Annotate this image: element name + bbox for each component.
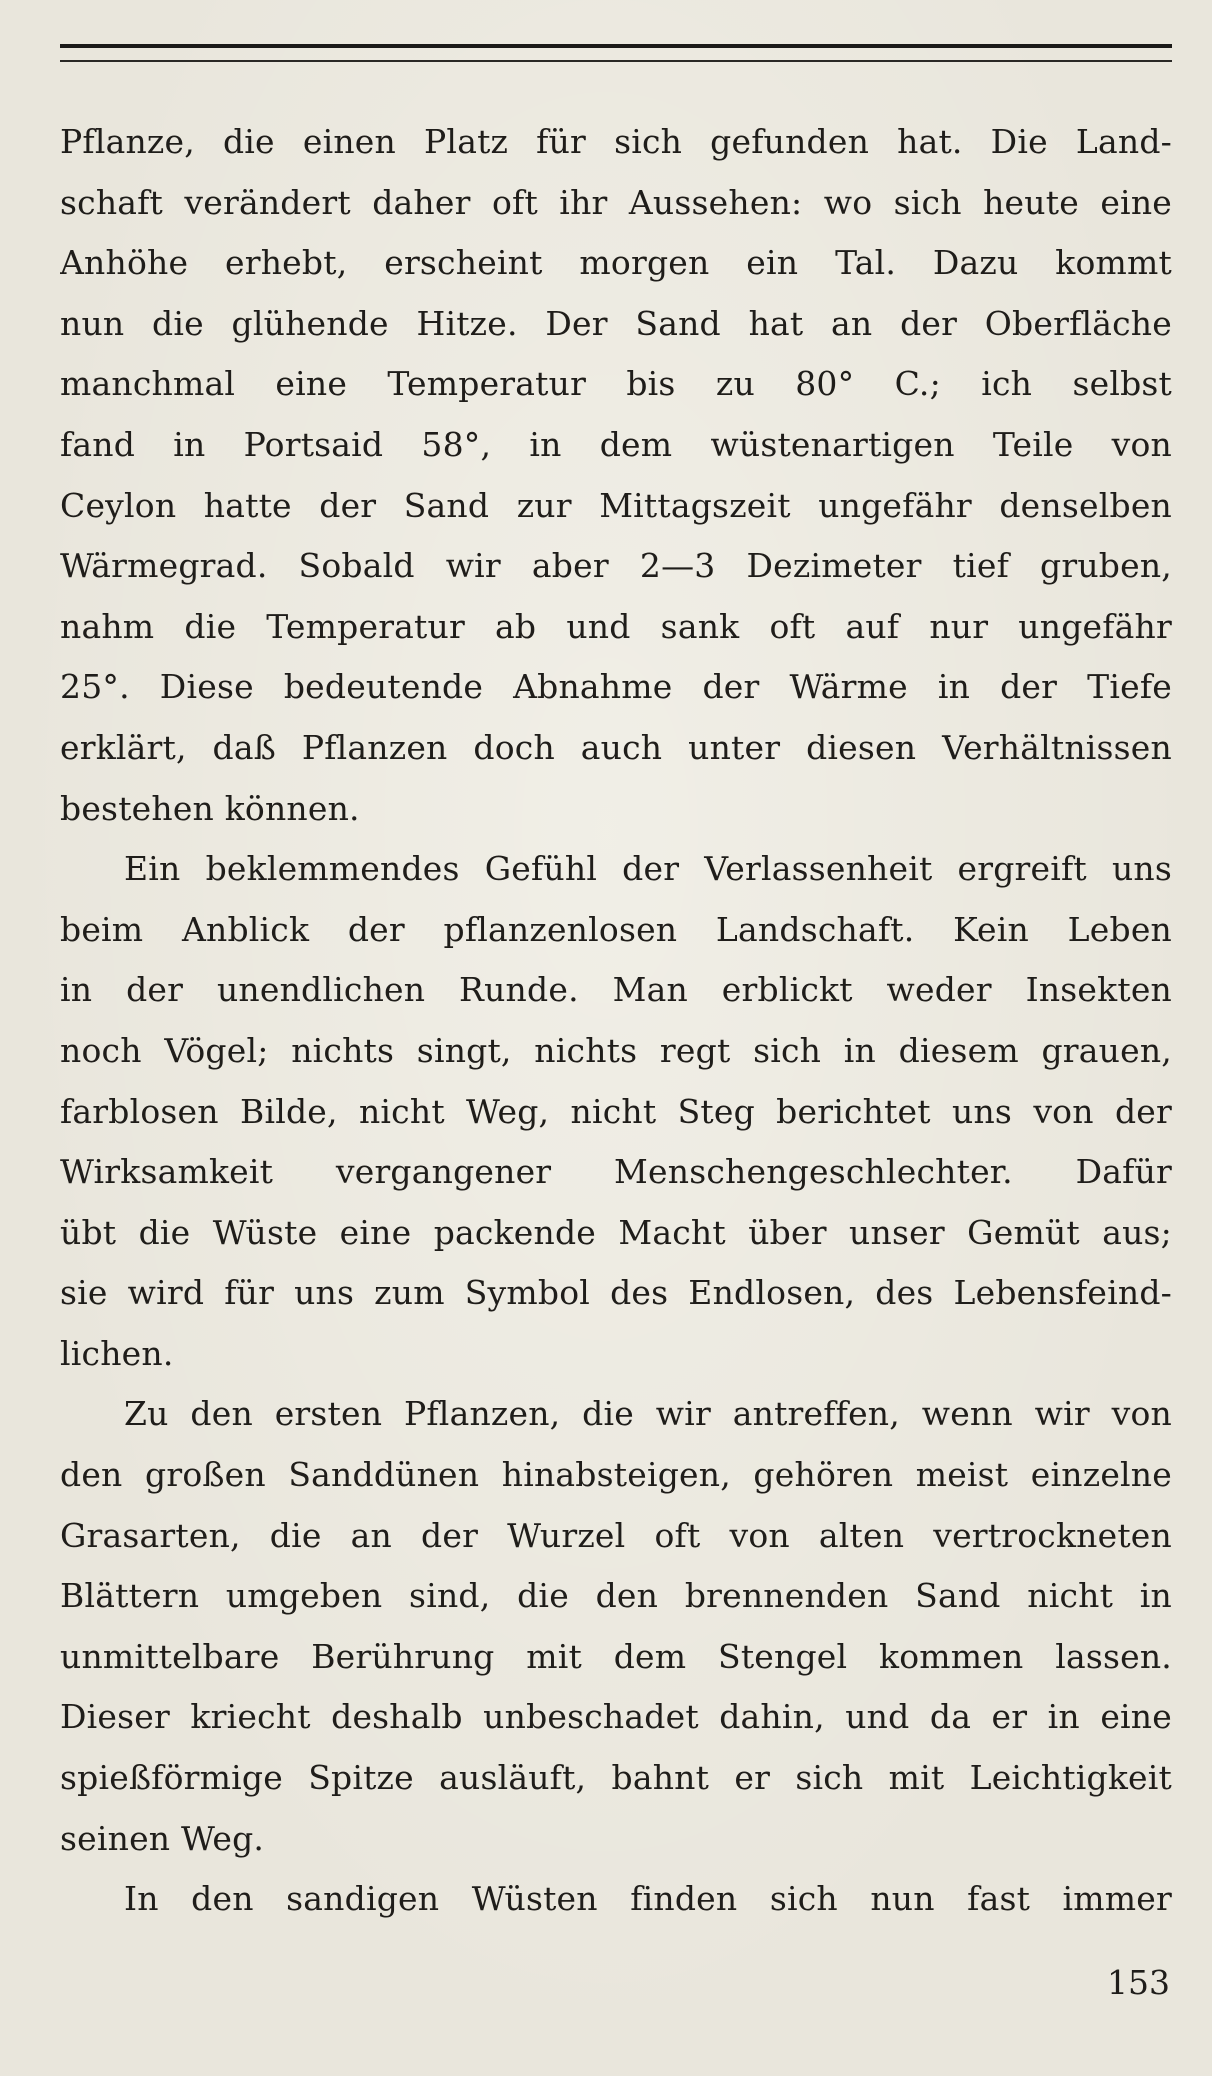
text-line: Pflanze, die einen Platz für sich gefunden hat. Die Land- [60, 122, 1172, 161]
text-line: schaft verändert daher oft ihr Aussehen: wo sich heute eine [60, 182, 1172, 222]
text-line: 25°. Diese bedeutende Abnahme der Wärme in der Tiefe [60, 667, 1172, 707]
header-rule-thin [60, 60, 1172, 62]
text-line: sie wird für uns zum Symbol des Endlosen, des Lebensfeind- [60, 1273, 1172, 1313]
paragraph-end-line: bestehen können. [60, 788, 360, 828]
text-line: Wärmegrad. Sobald wir aber 2—3 Dezimeter tief gruben, [60, 546, 1172, 586]
text-line: farblosen Bilde, nicht Weg, nicht Steg berichtet uns von der [60, 1091, 1172, 1131]
paragraph-start-line: Zu den ersten Pflanzen, die wir antreffen, wenn wir von [124, 1394, 1172, 1434]
header-rule-thick [60, 44, 1172, 48]
text-line: nun die glühende Hitze. Der Sand hat an der Oberfläche [60, 303, 1172, 343]
paragraph-start-line: Ein beklemmendes Gefühl der Verlassenheit ergreift uns [124, 849, 1172, 889]
text-line: Dieser kriecht deshalb unbeschadet dahin, und da er in eine [60, 1697, 1172, 1737]
paragraph-end-line: lichen. [60, 1333, 174, 1373]
header-rules [60, 44, 1172, 70]
text-line: Wirksamkeit vergangener Menschengeschlechter. Dafür [60, 1152, 1172, 1192]
text-line: Ceylon hatte der Sand zur Mittagszeit ungefähr denselben [60, 485, 1172, 525]
text-line: übt die Wüste eine packende Macht über unser Gemüt aus; [60, 1212, 1172, 1252]
text-line: unmittelbare Berührung mit dem Stengel kommen lassen. [60, 1636, 1172, 1676]
text-line: den großen Sanddünen hinabsteigen, gehören meist einzelne [60, 1455, 1172, 1495]
text-line: Anhöhe erhebt, erscheint morgen ein Tal. Dazu kommt [60, 243, 1172, 283]
text-line: manchmal eine Temperatur bis zu 80° C.; ich selbst [60, 364, 1172, 404]
page-number: 153 [1107, 1963, 1170, 2002]
text-line: in der unendlichen Runde. Man erblickt weder Insekten [60, 970, 1172, 1010]
text-line: noch Vögel; nichts singt, nichts regt sich in diesem grauen, [60, 1030, 1172, 1070]
text-line: fand in Portsaid 58°, in dem wüstenartigen Teile von [60, 424, 1172, 464]
text-line: erklärt, daß Pflanzen doch auch unter diesen Verhältnissen [60, 727, 1172, 767]
text-line: nahm die Temperatur ab und sank oft auf nur ungefähr [60, 606, 1172, 646]
paragraph-end-line: seinen Weg. [60, 1818, 265, 1858]
text-line: beim Anblick der pflanzenlosen Landschaft. Kein Leben [60, 909, 1172, 949]
text-line: Blättern umgeben sind, die den brennenden Sand nicht in [60, 1576, 1172, 1616]
body-text [60, 112, 1172, 1930]
text-line: spießförmige Spitze ausläuft, bahnt er sich mit Leichtigkeit [60, 1758, 1172, 1798]
paragraph-start-line: In den sandigen Wüsten finden sich nun fast immer [124, 1879, 1172, 1919]
text-line: Grasarten, die an der Wurzel oft von alten vertrockneten [60, 1515, 1172, 1555]
